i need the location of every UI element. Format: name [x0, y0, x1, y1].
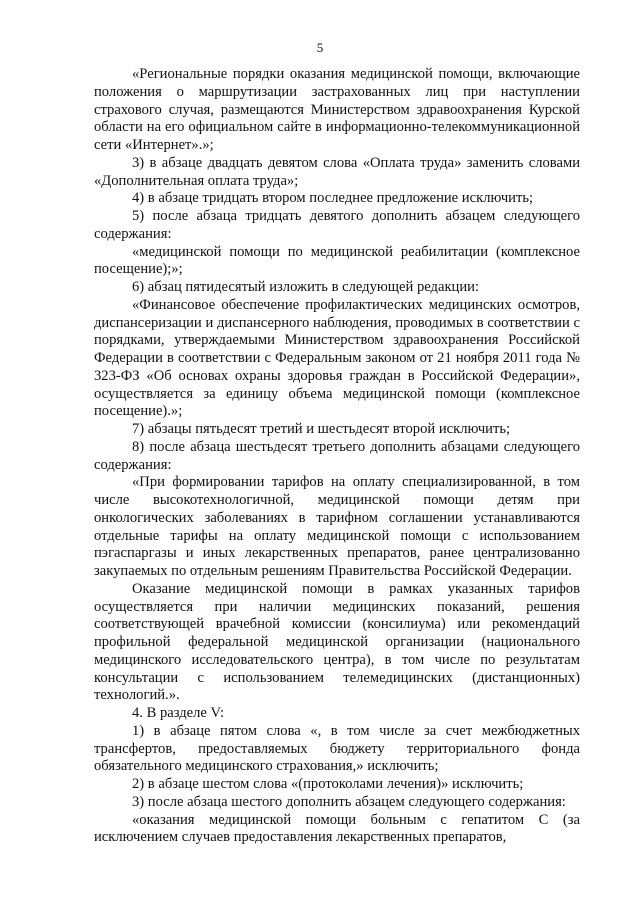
paragraph: 3) после абзаца шестого дополнить абзацем следующего содержания: — [132, 793, 566, 810]
paragraph: 7) абзацы пятьдесят третий и шестьдесят второй исключить; — [132, 421, 511, 437]
paragraph: 5) после абзаца тридцать девятого дополнить абзацем следующего содержания: — [94, 208, 580, 242]
paragraph: «оказания медицинской помощи больным с гепатитом С (за исключением случаев предоставления лекарственных препаратов, — [94, 811, 580, 846]
paragraph: 8) после абзаца шестьдесят третьего дополнить абзацами следующего содержания: — [94, 438, 580, 473]
paragraph: 1) в абзаце пятом слова «, в том числе за счет межбюджетных трансфертов, предоставляемых бюджету территориального фонда обязательного медицинского страхования,» исключить; — [94, 722, 580, 775]
paragraph: «медицинской помощи по медицинской реабилитации (комплексное посещение);»; — [94, 243, 580, 278]
page-number: 5 — [316, 40, 324, 55]
paragraph: 4. В разделе V: — [132, 705, 225, 721]
paragraph: 2) в абзаце шестом слова «(протоколами лечения)» исключить; — [132, 776, 524, 792]
document-body — [94, 66, 580, 847]
paragraph: 3) в абзаце двадцать девятом слова «Оплата труда» заменить словами «Дополнительная оплата труда»; — [94, 154, 580, 189]
paragraph: «При формировании тарифов на оплату специализированной, в том числе высокотехнологичной, медицинской помощи детям при онкологических заболеваниях в тарифном соглашении устанавливаются отдельные тарифы на оплату медицинской помощи с использованием пэгаспаргазы и иных лекарственных препаратов, ранее централизованно закупаемых по отдельным решениям Правительства Российской Федерации. — [94, 474, 580, 579]
paragraph: 4) в абзаце тридцать втором последнее предложение исключить; — [132, 190, 534, 207]
paragraph: «Финансовое обеспечение профилактических медицинских осмотров, диспансеризации и диспансерного наблюдения, проводимых в соответствии с порядками, утверждаемыми Министерством здравоохранения Российской Федерации в соответствии с Федеральным законом от 21 ноября 2011 года № 323-ФЗ «Об основах охраны здоровья граждан в Российской Федерации», осуществляется за единицу объема медицинской помощи (комплексное посещение).»; — [94, 296, 580, 420]
paragraph: 6) абзац пятидесятый изложить в следующей редакции: — [132, 279, 480, 295]
paragraph: Оказание медицинской помощи в рамках указанных тарифов осуществляется при наличии медицинских показаний, решения соответствующей врачебной комиссии (консилиума) или рекомендаций профильной федеральной медицинской организации (национального медицинского исследовательского центра), в том числе по результатам консультации с использованием телемедицинских (дистанционных) технологий.». — [94, 580, 580, 704]
paragraph: «Региональные порядки оказания медицинской помощи, включающие положения о маршрутизации застрахованных лиц при наступлении страхового случая, размещаются Министерством здравоохранения Курской области на его официальном сайте в информационно-телекоммуникационной сети «Интернет».»; — [94, 66, 580, 153]
